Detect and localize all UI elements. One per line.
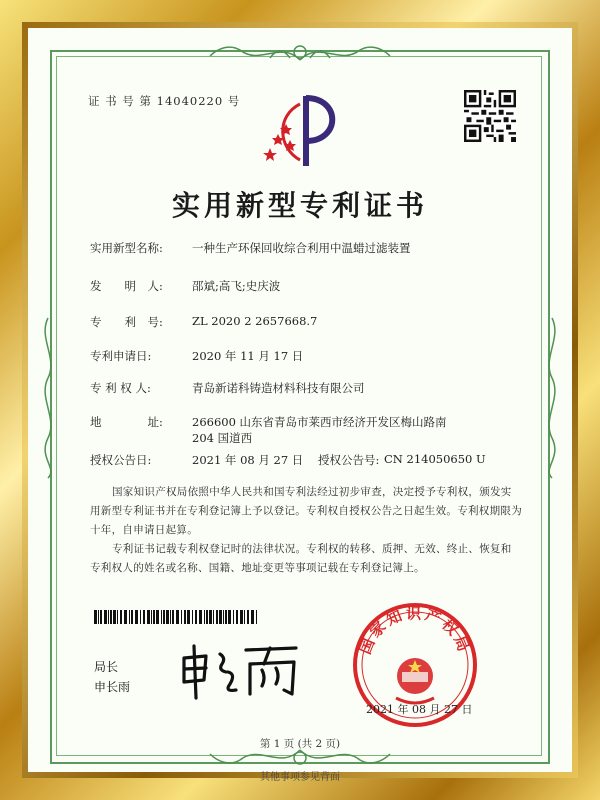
field-value: 青岛新诺科铸造材料科技有限公司: [192, 381, 365, 395]
certificate-title: 实用新型专利证书: [171, 189, 428, 222]
field-inventor: [90, 278, 281, 294]
director-title: 局长: [94, 660, 119, 674]
field-patent-number: [90, 314, 318, 330]
qr-code-icon: [464, 90, 516, 142]
field-label: 地 址:: [90, 415, 163, 429]
cnipa-logo-icon: [256, 86, 346, 176]
svg-text:国家知识产权局: [356, 604, 474, 656]
director-name: 申长雨: [94, 680, 131, 694]
field-value: ZL 2020 2 2657668.7: [192, 314, 318, 328]
field-label-grant-number: 授权公告号:: [318, 453, 380, 467]
legal-status-paragraph: 专利证书记载专利权登记时的法律状况。专利权的转移、质押、无效、终止、恢复和专利权人的姓名或名称、国籍、地址变更等事项记载在专利登记簿上。: [90, 543, 512, 574]
field-label: 专 利 权 人:: [90, 381, 151, 395]
field-value: 2020 年 11 月 17 日: [192, 349, 304, 363]
field-address: [90, 414, 522, 445]
field-grant-date: [90, 452, 486, 468]
bottom-note: 其他事项参见背面: [260, 772, 340, 783]
director-signature-icon: [176, 640, 306, 700]
field-label: 专 利 号:: [90, 315, 163, 329]
field-label: 实用新型名称:: [90, 241, 163, 255]
top-ornament-icon: [200, 38, 400, 68]
field-label: 授权公告日:: [90, 453, 152, 467]
field-patentee: [90, 380, 365, 396]
seal-text: 国家知识产权局: [356, 604, 474, 657]
certificate-number: 证 书 号 第 14040220 号: [88, 94, 241, 108]
left-ornament-icon: [36, 318, 60, 478]
field-value-grant-number: CN 214050650 U: [384, 452, 486, 466]
barcode-icon: [94, 610, 260, 624]
field-utility-model-name: [90, 240, 411, 256]
certificate-paper: [28, 28, 572, 783]
right-ornament-icon: [540, 318, 564, 478]
field-value: 2021 年 08 月 27 日: [192, 453, 304, 467]
grant-statement-paragraph: 国家知识产权局依照中华人民共和国专利法经过初步审查，决定授予专利权，颁发实用新型专利证书并在专利登记簿上予以登记。专利权自授权公告之日起生效。专利权期限为十年，自申请日起算。: [90, 486, 522, 536]
seal-date: 2021 年 08 月 27 日: [366, 703, 473, 716]
field-label: 专利申请日:: [90, 349, 152, 363]
field-value: 一种生产环保回收综合利用中温蜡过滤装置: [192, 241, 411, 255]
field-label: 发 明 人:: [90, 279, 163, 293]
field-application-date: [90, 348, 304, 364]
field-value: 266600 山东省青岛市莱西市经济开发区梅山路南 204 国道西: [192, 415, 447, 445]
page-number: 第 1 页 (共 2 页): [259, 738, 341, 750]
field-value: 邵斌;高飞;史庆波: [192, 279, 281, 293]
